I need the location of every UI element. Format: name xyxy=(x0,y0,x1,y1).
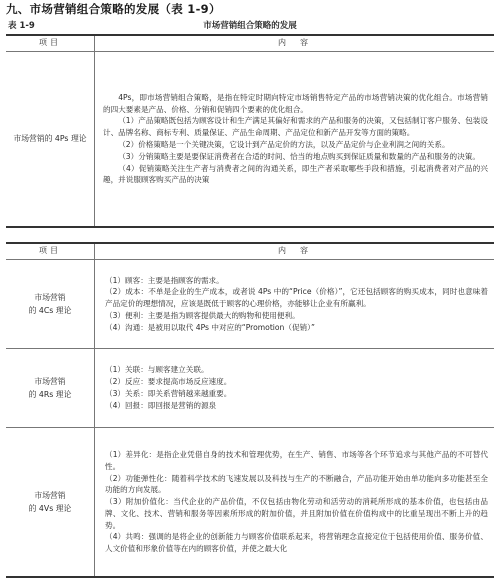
header-content: 内 容 xyxy=(95,35,495,52)
row-content-4ps xyxy=(95,52,495,228)
row-label-4ps: 市场营销的 4Ps 理论 xyxy=(6,52,95,228)
table-caption xyxy=(6,18,494,34)
section-title: 九、市场营销组合策略的发展（表 1-9） xyxy=(6,2,221,16)
table-4ps xyxy=(6,34,494,228)
list-item: （4）回报：即回报是营销的源泉 xyxy=(105,400,217,410)
paragraph: （1）产品策略既包括为顾客设计和生产满足其偏好和需求的产品和服务的决策，又包括制订客户服务、包装设计、品牌名称、商标专利、质量保证、产品生命周期、产品定位和新产品开发等方面的策略。 xyxy=(103,116,488,138)
row-label-4rs: 市场营销 的 4Rs 理论 xyxy=(6,349,95,428)
row-label-4vs: 市场营销 的 4Vs 理论 xyxy=(6,428,95,578)
paragraph: （3）分销策略主要是要保证消费者在合适的时间、恰当的地点购买到保证质量和数量的产品和服务的决策。 xyxy=(118,151,480,161)
document-page xyxy=(6,0,494,578)
header-content: 内 容 xyxy=(95,243,495,260)
list-item: （4）沟通：是被用以取代 4Ps 中对应的“Promotion（促销）” xyxy=(105,322,315,332)
list-item: （3）附加价值化：当代企业的产品价值，不仅包括由物化劳动和活劳动的消耗所形成的基本价值，也包括由品牌、文化、技术、营销和服务等因素所形成的附加价值，并且附加价值在价值构成中的比重呈现出不断上升的趋势。 xyxy=(105,497,488,530)
header-item: 项目 xyxy=(6,35,95,52)
paragraph: （2）价格策略是一个关键决策，它设计到产品定价的方法，以及产品定价与企业利润之间的关系。 xyxy=(118,140,450,149)
list-item: （1）关联：与顾客建立关联。 xyxy=(105,365,209,375)
table-header-row xyxy=(6,35,494,52)
list-item: （1）顾客：主要是指顾客的需求。 xyxy=(105,275,224,285)
header-item: 项目 xyxy=(6,243,95,260)
list-item: （1）差异化：是指企业凭借自身的技术和管理优势，在生产、销售、市场等各个环节追求与其他产品的不可替代性。 xyxy=(105,450,488,471)
table-row xyxy=(6,349,494,428)
table-title: 市场营销组合策略的发展 xyxy=(203,21,297,31)
list-item: （2）功能弹性化：随着科学技术的飞速发展以及科技与生产的不断融合，产品功能开始由单功能向多功能甚至全功能的方向发展。 xyxy=(105,473,488,495)
table-header-row xyxy=(6,243,494,260)
list-item: （3）关系：即关系营销越来越重要。 xyxy=(105,389,232,398)
table-row xyxy=(6,260,494,349)
list-item: （4）共鸣：强调的是将企业的创新能力与顾客价值联系起来，将营销理念直接定位于包括使用价值、服务价值、人文价值和形象价值等在内的顾客价值，并使之最大化 xyxy=(105,532,488,554)
table-row xyxy=(6,52,494,228)
table-4cs-4rs-4vs xyxy=(6,242,494,578)
list-item: （2）成本：不单是企业的生产成本，或者说 4Ps 中的“Price（价格）”，它还包括顾客的购买成本，同时也意味着产品定价的理想情况，应该是既低于顾客的心理价格，亦能够让企业有所赢利。 xyxy=(105,287,488,309)
row-content-4cs xyxy=(95,260,495,349)
paragraph: （4）促销策略关注生产者与消费者之间的沟通关系，即生产者采取哪些手段和措施，引起消费者对产品的兴趣，并说服顾客购买产品的决策 xyxy=(103,163,488,185)
row-content-4rs xyxy=(95,349,495,428)
paragraph: 4Ps，即市场营销组合策略，是指在特定时期向特定市场销售特定产品的市场营销决策的优化组合。市场营销的四大要素是产品、价格、分销和促销四个要素的优化组合。 xyxy=(103,92,488,114)
row-content-4vs xyxy=(95,428,495,578)
table-row xyxy=(6,428,494,578)
table-number: 表 1-9 xyxy=(8,21,35,31)
list-item: （3）便利：主要是指为顾客提供最大的购物和使用便利。 xyxy=(105,310,300,320)
list-item: （2）反应：要求提高市场反应速度。 xyxy=(105,377,232,387)
row-label-4cs: 市场营销 的 4Cs 理论 xyxy=(6,260,95,349)
